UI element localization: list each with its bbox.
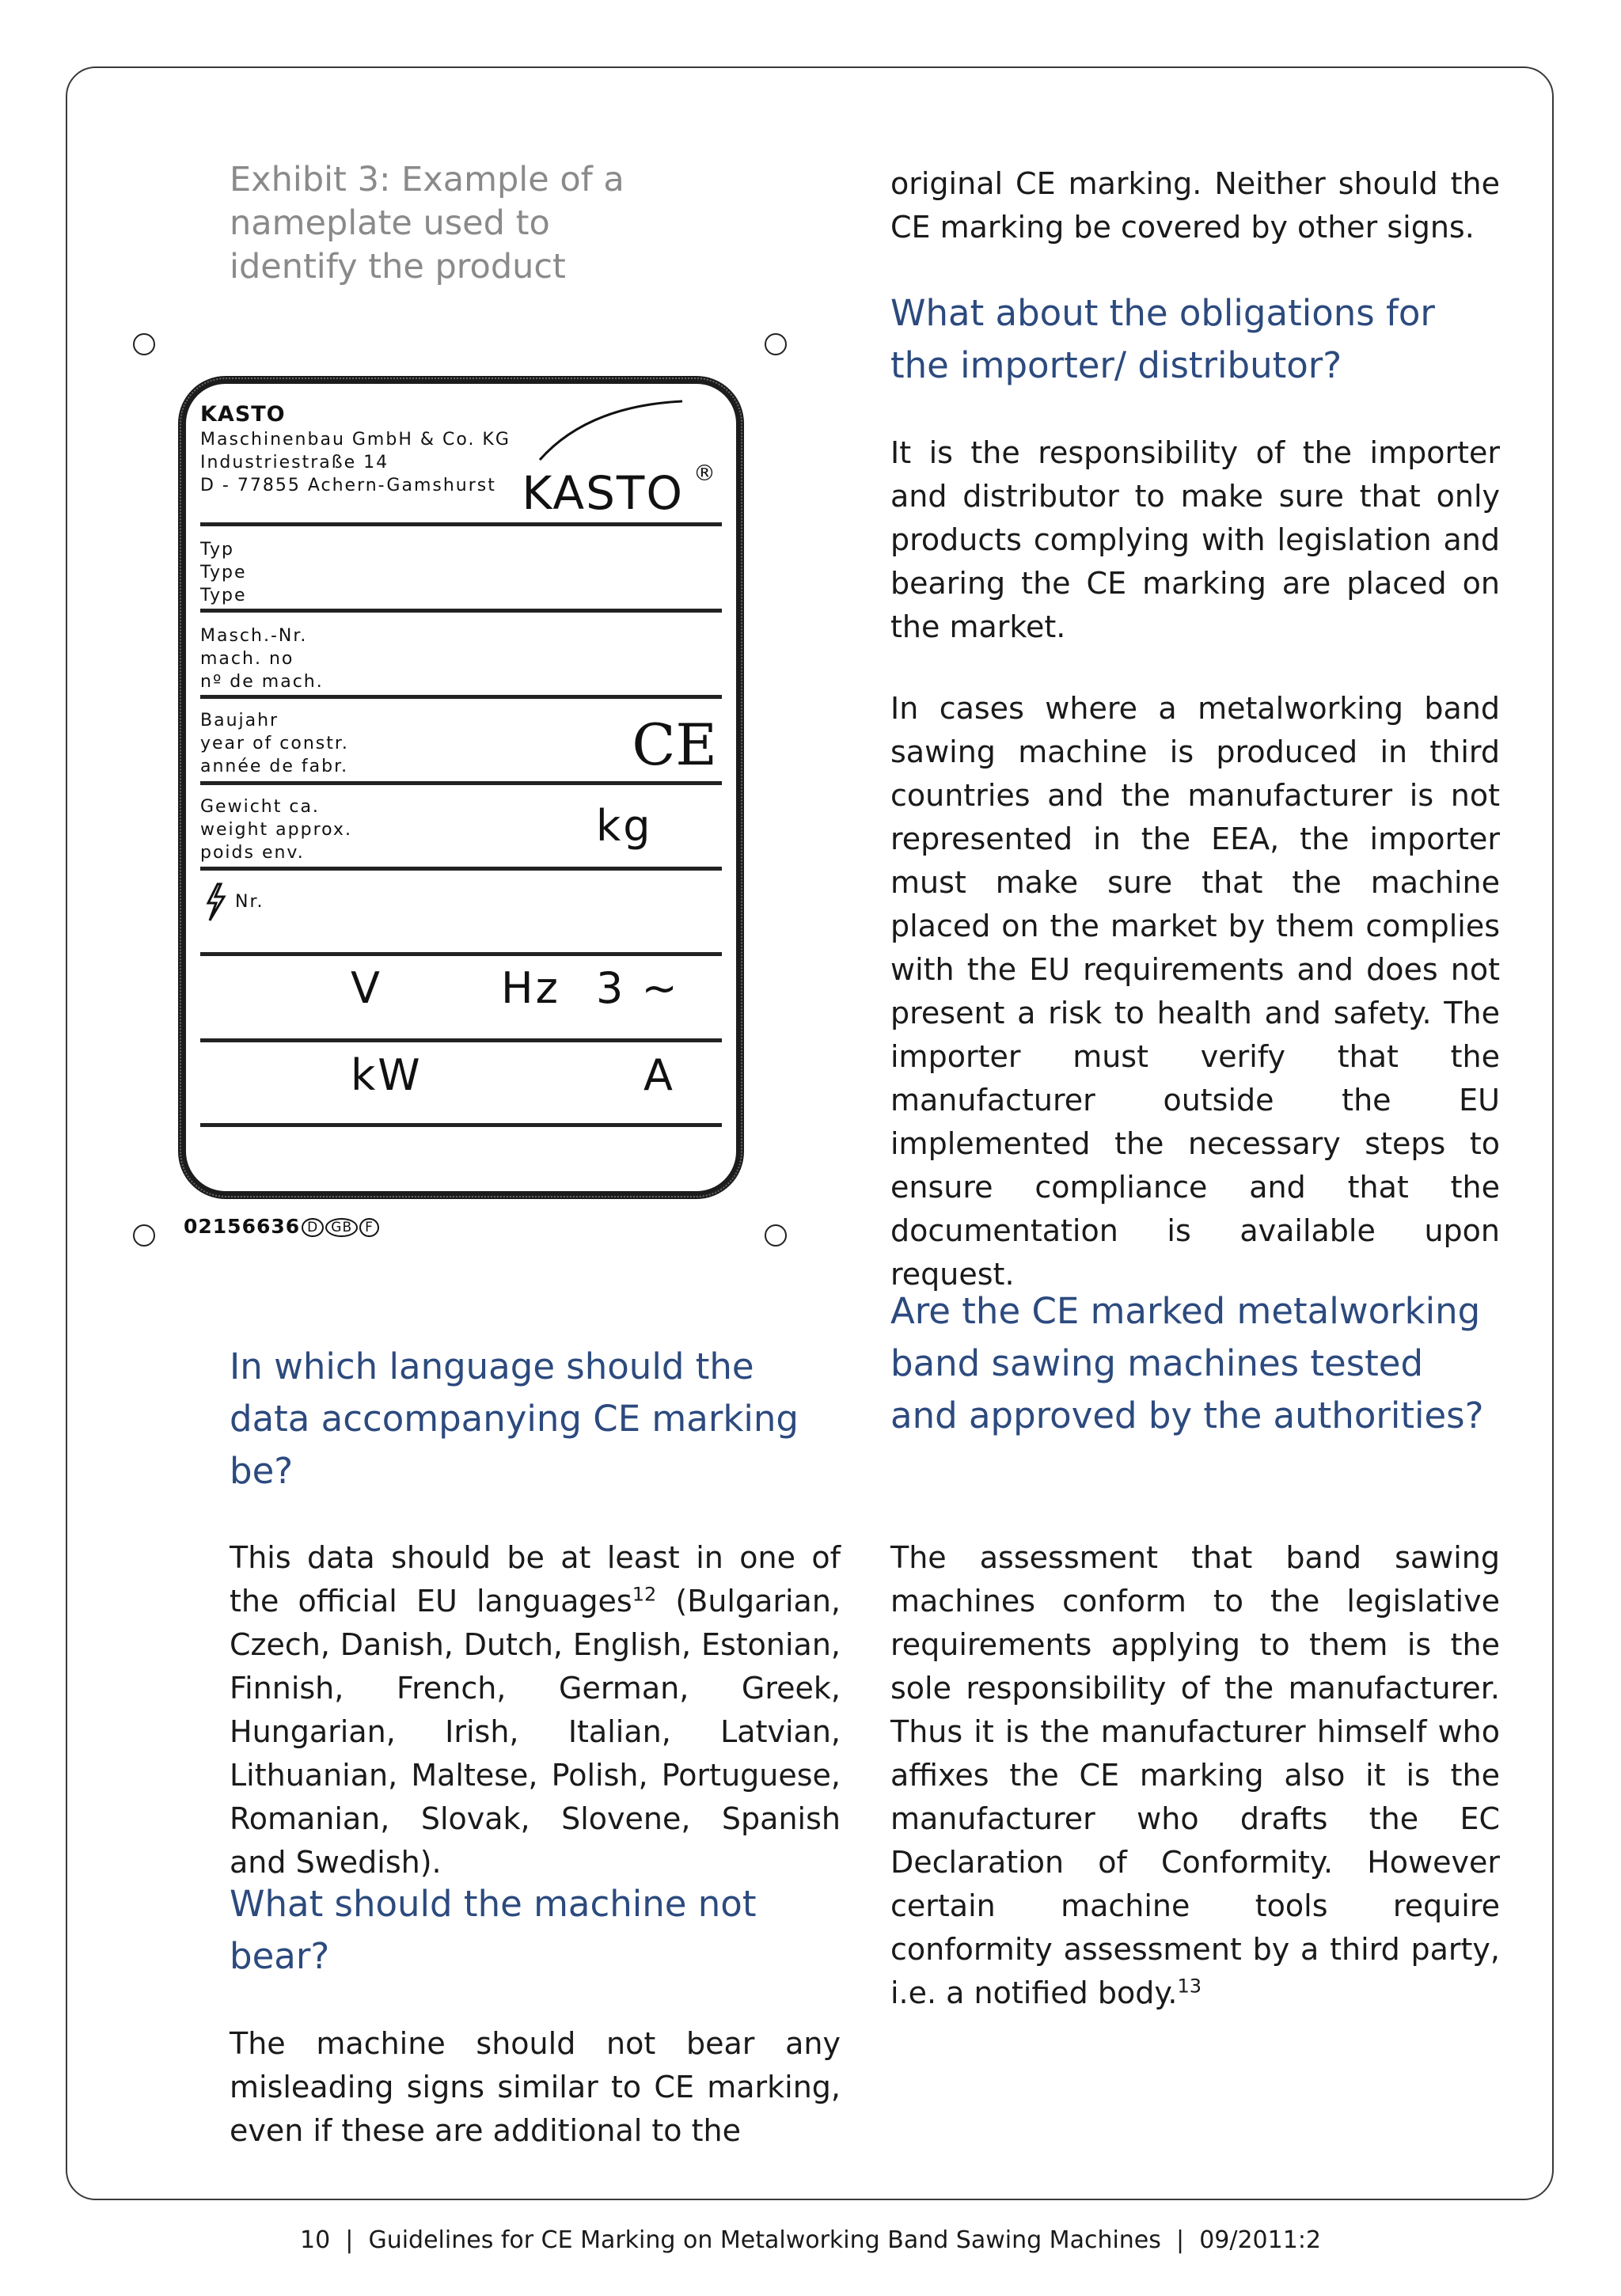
- section-language: [230, 1341, 841, 1497]
- label-line: Type: [200, 563, 247, 583]
- caption-line: identify the product: [230, 247, 566, 287]
- language-code: D: [302, 1218, 324, 1237]
- footnote-ref: 13: [1177, 1975, 1202, 1998]
- machine-number-label: [200, 624, 324, 693]
- caption-line: nameplate used to: [230, 203, 550, 243]
- document-code: 09/2011:2: [1199, 2226, 1322, 2254]
- section-heading: What should the machine not bear?: [230, 1883, 757, 1977]
- body-paragraph: [890, 1536, 1500, 2015]
- footer-separator: |: [1168, 2226, 1192, 2254]
- body-paragraph: The machine should not bear any misleading signs similar to CE marking, even if these are additional to the: [230, 2026, 841, 2148]
- plate-divider: [200, 1038, 722, 1042]
- label-line: weight approx.: [200, 820, 352, 840]
- plate-divider: [200, 695, 722, 699]
- serial-value: 02156636: [184, 1215, 301, 1238]
- volt-unit: V: [351, 963, 382, 1013]
- plate-address: [200, 428, 511, 497]
- address-line: Industriestraße 14: [200, 453, 389, 472]
- section-not-bear: [230, 1878, 841, 1983]
- ce-mark-icon: CE: [632, 712, 717, 778]
- year-label: [200, 709, 349, 778]
- paragraph-continued: [890, 162, 1500, 249]
- section-heading: Are the CE marked metalworking band sawing machines tested and approved by the authorities?: [890, 1290, 1484, 1436]
- document-title: Guidelines for CE Marking on Metalworking Band Sawing Machines: [368, 2226, 1161, 2254]
- text-span: This data should be at least in one of the official EU languages: [230, 1540, 841, 1619]
- paragraph-tested: [890, 1536, 1500, 2015]
- paragraph-importer-1: [890, 431, 1500, 649]
- label-line: mach. no: [200, 649, 294, 669]
- logo-swoosh-icon: [532, 398, 690, 461]
- ampere-unit: A: [643, 1050, 675, 1100]
- footer-separator: |: [337, 2226, 361, 2254]
- label-line: year of constr.: [200, 734, 349, 753]
- electric-nr-label: Nr.: [235, 892, 264, 912]
- section-importer: [890, 287, 1500, 392]
- weight-label: [200, 795, 352, 864]
- body-paragraph: It is the responsibility of the importer and distributor to make sure that only products complying with legislation and bearing the CE marking are placed on the market.: [890, 435, 1500, 644]
- label-line: nº de mach.: [200, 672, 324, 692]
- footnote-ref: 12: [632, 1583, 657, 1606]
- nameplate: [178, 376, 744, 1199]
- section-heading: In which language should the data accompanying CE marking be?: [230, 1345, 799, 1492]
- mounting-hole: [133, 333, 155, 355]
- text-span: (Bulgarian, Czech, Danish, Dutch, English, Estonian, Finnish, French, German, Greek, Hungarian, Irish, Italian, Latvian, Lithuanian, Maltese, Polish, Portuguese, Romanian, Slovak, Slovene, Spanish and Swedish).: [230, 1584, 841, 1880]
- body-paragraph: In cases where a metalworking band sawing machine is produced in third countries and the manufacturer is not represented in the EEA, the importer must make sure that the machine placed on the market by them complies with the EU requirements and does not present a risk to health and safety. The importer must verify that the manufacturer outside the EU implemented the necessary steps to ensure compliance and that the documentation is available upon request.: [890, 691, 1500, 1292]
- phase-unit: 3 ~: [596, 963, 680, 1013]
- plate-logo: KASTO: [522, 466, 684, 520]
- type-label: [200, 538, 247, 607]
- page-footer: [0, 2226, 1621, 2254]
- body-paragraph: [230, 1536, 841, 1884]
- exhibit-caption: [230, 158, 841, 289]
- address-line: D - 77855 Achern-Gamshurst: [200, 476, 496, 495]
- hertz-unit: Hz: [501, 963, 560, 1013]
- page-number: 10: [299, 2226, 331, 2254]
- label-line: Baujahr: [200, 711, 279, 731]
- plate-divider: [200, 867, 722, 871]
- language-code: GB: [325, 1218, 358, 1237]
- caption-line: Exhibit 3: Example of a: [230, 160, 624, 199]
- plate-divider: [200, 781, 722, 785]
- language-code: F: [359, 1218, 379, 1237]
- label-line: Typ: [200, 540, 234, 560]
- mounting-hole: [133, 1224, 155, 1247]
- mounting-hole: [765, 1224, 787, 1247]
- label-line: année de fabr.: [200, 757, 349, 776]
- label-line: Type: [200, 586, 247, 605]
- plate-divider: [200, 952, 722, 956]
- kilowatt-unit: kW: [351, 1050, 423, 1100]
- plate-company: KASTO: [200, 402, 286, 427]
- paragraph-not-bear: [230, 2022, 841, 2153]
- label-line: Gewicht ca.: [200, 797, 320, 817]
- text-span: The assessment that band sawing machines conform to the legislative requirements applying to them is the sole responsibility of the manufacturer. Thus it is the manufacturer himself who affixes the CE marking also it is the manufacturer who drafts the EC Declaration of Conformity. However certain machine tools require conformity assessment by a third party, i.e. a notified body.: [890, 1540, 1500, 2010]
- weight-unit: kg: [596, 801, 653, 851]
- serial-number: [184, 1215, 379, 1238]
- plate-divider: [200, 609, 722, 613]
- paragraph-importer-2: [890, 687, 1500, 1296]
- nameplate-figure: [127, 328, 799, 1258]
- lightning-icon: [203, 882, 227, 922]
- plate-divider: [200, 1123, 722, 1127]
- body-paragraph: original CE marking. Neither should the CE marking be covered by other signs.: [890, 166, 1500, 245]
- address-line: Maschinenbau GmbH & Co. KG: [200, 430, 511, 450]
- label-line: poids env.: [200, 843, 305, 863]
- mounting-hole: [765, 333, 787, 355]
- paragraph-language: [230, 1536, 841, 1884]
- section-tested: [890, 1285, 1500, 1442]
- plate-divider: [200, 522, 722, 526]
- section-heading: What about the obligations for the importer/ distributor?: [890, 292, 1435, 386]
- label-line: Masch.-Nr.: [200, 626, 308, 646]
- registered-mark: ®: [693, 460, 716, 486]
